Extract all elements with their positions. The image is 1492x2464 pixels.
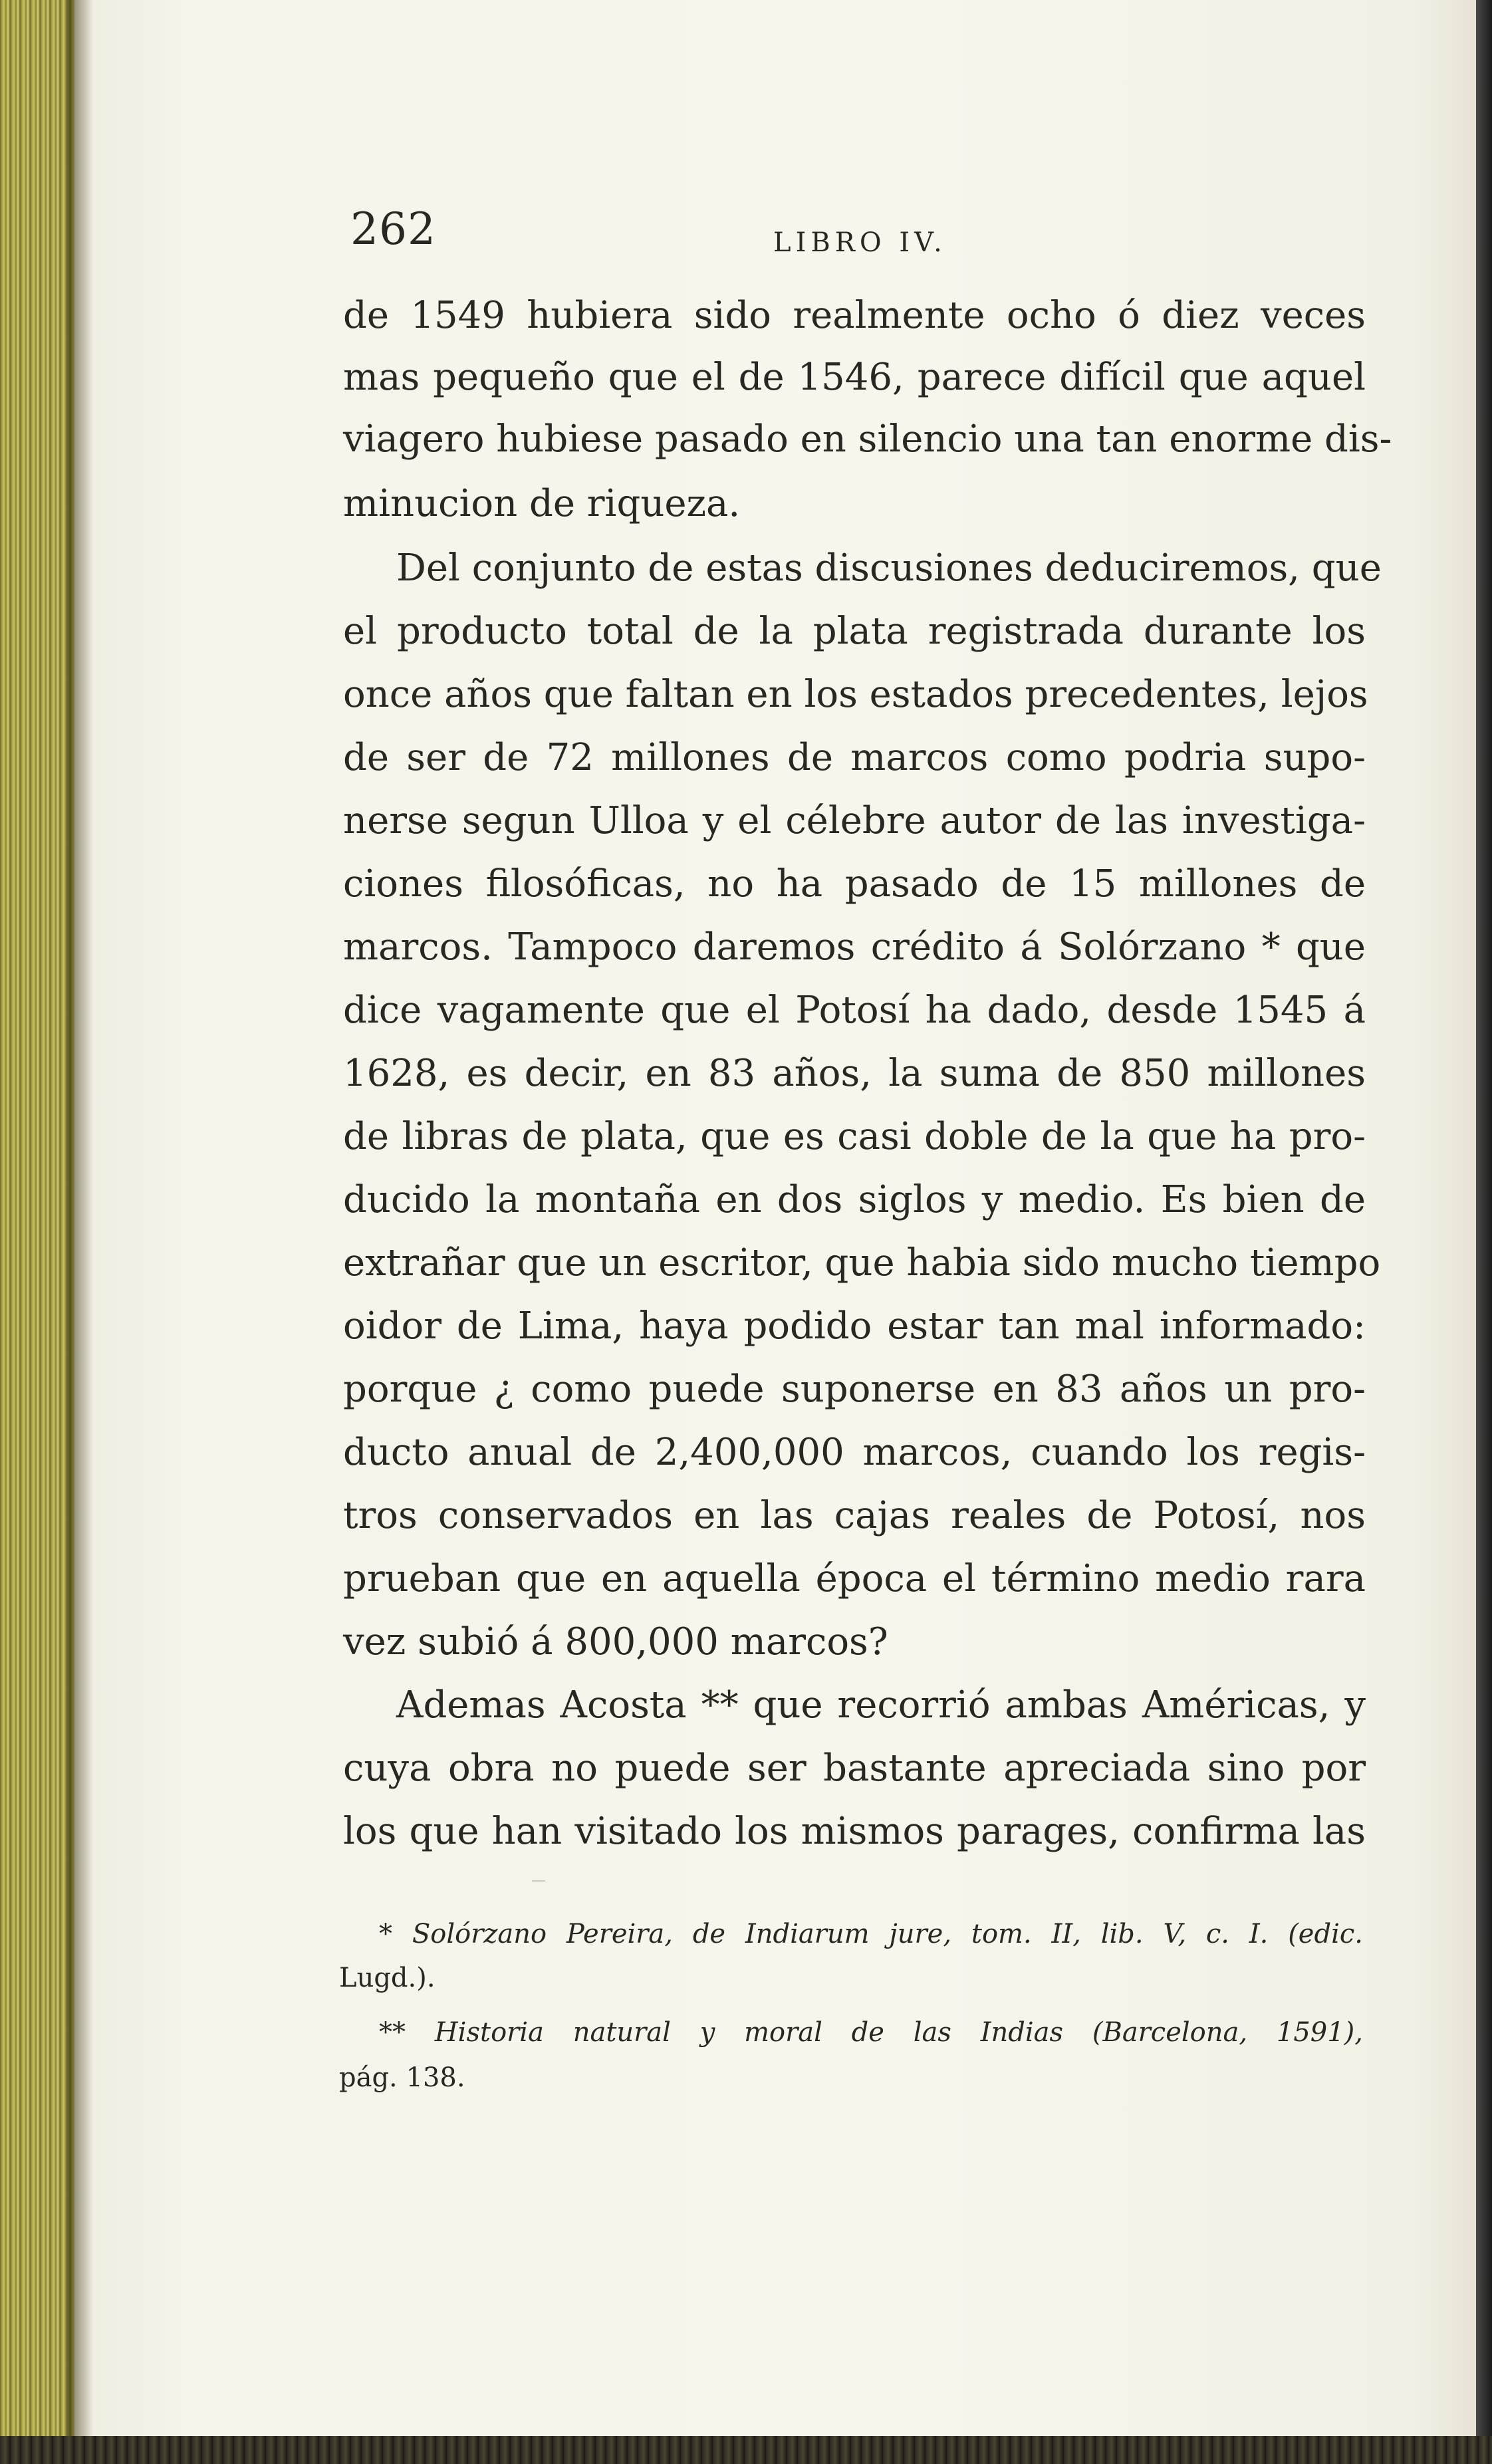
page-number: 262 [350,203,436,255]
body-line: extrañar que un escritor, que habia sido mucho tiempo [343,1241,1381,1285]
footnote-rule [532,1880,545,1882]
body-line: prueban que en aquella época el término medio rara [343,1557,1366,1600]
right-page-edge [1476,0,1492,2464]
body-line: tros conservados en las cajas reales de Potosí, nos [343,1494,1366,1537]
body-line: dice vagamente que el Potosí ha dado, desde 1545 á [343,989,1366,1032]
body-line: ducido la montaña en dos siglos y medio. Es bien de [343,1178,1366,1221]
running-head: LIBRO IV. [773,227,947,258]
footnote-line: * Solórzano Pereira, de Indiarum jure, tom. II, lib. V, c. I. (edic. [379,1919,1363,1949]
body-line: ducto anual de 2,400,000 marcos, cuando los regis- [343,1431,1366,1474]
body-line: los que han visitado los mismos parages, confirma las [343,1810,1366,1853]
body-line: nerse segun Ulloa y el célebre autor de las investiga- [343,799,1366,842]
body-line: minucion de riqueza. [343,482,741,525]
body-line: once años que faltan en los estados precedentes, lejos [343,673,1368,716]
bottom-page-edge [0,2436,1492,2464]
body-line: porque ¿ como puede suponerse en 83 años un pro- [343,1368,1366,1411]
body-line: marcos. Tampoco daremos crédito á Solórzano * que [343,925,1366,969]
body-line: vez subió á 800,000 marcos? [343,1620,888,1663]
body-line: de ser de 72 millones de marcos como podria supo- [343,736,1366,779]
body-line: viagero hubiese pasado en silencio una tan enorme dis- [343,418,1392,461]
footnote-line: Lugd.). [339,1963,435,1993]
body-line: de 1549 hubiera sido realmente ocho ó diez veces [343,294,1366,337]
body-line: mas pequeño que el de 1546, parece difícil que aquel [343,356,1366,399]
body-line: oidor de Lima, haya podido estar tan mal informado: [343,1304,1366,1348]
body-line: ciones filosóficas, no ha pasado de 15 millones de [343,862,1366,906]
footnote-line: pág. 138. [339,2062,465,2093]
footnote-line: ** Historia natural y moral de las Indias (Barcelona, 1591), [379,2017,1363,2048]
body-line: cuya obra no puede ser bastante apreciada sino por [343,1747,1366,1790]
body-line: el producto total de la plata registrada durante los [343,610,1366,653]
body-line: Ademas Acosta ** que recorrió ambas Américas, y [396,1683,1366,1727]
body-line: 1628, es decir, en 83 años, la suma de 850 millones [343,1052,1366,1095]
binding-shadow [66,0,93,2464]
body-line: Del conjunto de estas discusiones deduciremos, que [396,547,1382,590]
body-line: de libras de plata, que es casi doble de la que ha pro- [343,1115,1366,1158]
